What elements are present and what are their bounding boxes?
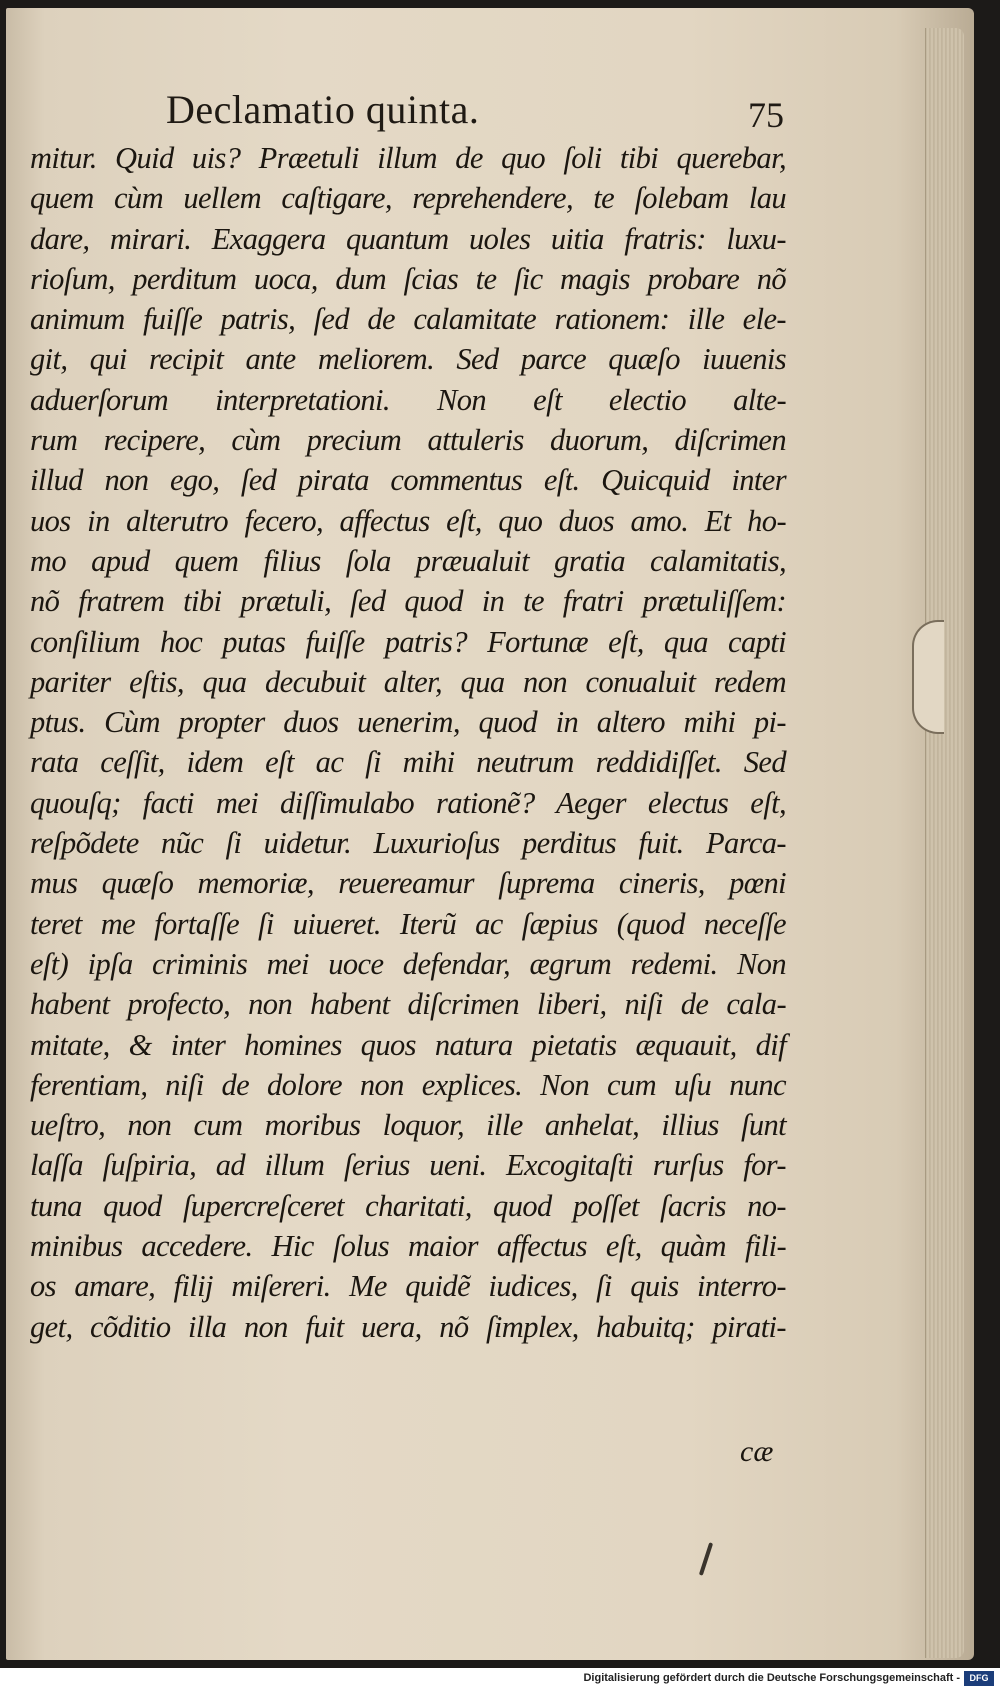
text-line: laſſa ſuſpiria, ad illum ſerius ueni. Excogitaſti rurſus for- — [30, 1148, 786, 1183]
text-line: uos in alterutro fecero, affectus eſt, quo duos amo. Et ho- — [30, 503, 786, 538]
text-line: mitur. Quid uis? Præetuli illum de quo ſoli tibi querebar, — [30, 141, 786, 175]
pencil-mark — [699, 1542, 713, 1576]
text-line: animum fuiſſe patris, ſed de calamitate rationem: ille ele- — [30, 302, 786, 337]
text-line: eſt) ipſa criminis mei uoce defendar, ægrum redemi. Non — [30, 946, 786, 981]
text-line: dare, mirari. Exaggera quantum uoles uitia fratris: luxu- — [30, 221, 786, 256]
text-line: rata ceſſit, idem eſt ac ſi mihi neutrum reddidiſſet. Sed — [30, 745, 786, 780]
dfg-logo: DFG — [964, 1671, 994, 1686]
text-line: rioſum, perditum uoca, dum ſcias te ſic magis probare nõ — [30, 261, 786, 296]
text-line: mus quæſo memoriæ, reuereamur ſuprema cineris, pœni — [30, 866, 786, 901]
text-line: ptus. Cùm propter duos uenerim, quod in altero mihi pi- — [30, 705, 786, 740]
text-line: ferentiam, niſi de dolore non explices. Non cum uſu nunc — [30, 1067, 786, 1102]
running-head: Declamatio quinta. — [166, 87, 480, 132]
book-fore-edge — [925, 28, 964, 1658]
text-line: mo apud quem filius ſola præualuit gratia calamitatis, — [30, 543, 786, 578]
text-line: os amare, filij miſereri. Me quidẽ iudices, ſi quis interro- — [30, 1269, 786, 1304]
funding-credit: Digitalisierung gefördert durch die Deutsche Forschungsgemeinschaft - — [583, 1672, 960, 1684]
page-header — [166, 86, 806, 146]
book-page — [6, 8, 974, 1660]
body-text — [30, 138, 786, 1347]
text-line: ueſtro, non cum moribus loquor, ille anhelat, illius ſunt — [30, 1108, 786, 1143]
text-line: quem cùm uellem caſtigare, reprehendere, te ſolebam lau — [30, 181, 786, 216]
text-line: aduerſorum interpretationi. Non eſt electio alte- — [30, 382, 786, 417]
text-line: minibus accedere. Hic ſolus maior affectus eſt, quàm fili- — [30, 1229, 786, 1264]
text-line: nõ fratrem tibi prætuli, ſed quod in te fratri prætuliſſem: — [30, 584, 786, 619]
text-line: habent profecto, non habent diſcrimen liberi, niſi de cala- — [30, 987, 786, 1022]
text-line: reſpõdete nũc ſi uidetur. Luxurioſus perditus fuit. Parca- — [30, 826, 786, 861]
text-line: illud non ego, ſed pirata commentus eſt. Quicquid inter — [30, 463, 786, 498]
text-line: teret me fortaſſe ſi uiueret. Iterũ ac ſæpius (quod neceſſe — [30, 906, 786, 941]
page-tab-notch — [912, 620, 944, 734]
text-line: quouſq; facti mei diſſimulabo rationẽ? Aeger electus eſt, — [30, 785, 786, 820]
digitization-footer — [0, 1668, 1000, 1691]
text-line: mitate, & inter homines quos natura pietatis æquauit, dif — [30, 1027, 786, 1062]
catchword: cæ — [740, 1435, 774, 1468]
text-line: conſilium hoc putas fuiſſe patris? Fortunæ eſt, qua capti — [30, 624, 786, 659]
page-number: 75 — [748, 95, 784, 135]
text-line: tuna quod ſupercreſceret charitati, quod poſſet ſacris no- — [30, 1188, 786, 1223]
text-line: git, qui recipit ante meliorem. Sed parce quæſo iuuenis — [30, 342, 786, 377]
text-line: rum recipere, cùm precium attuleris duorum, diſcrimen — [30, 423, 786, 458]
text-line: get, cõditio illa non fuit uera, nõ ſimplex, habuitq; pirati- — [30, 1309, 786, 1344]
text-line: pariter eſtis, qua decubuit alter, qua non conualuit redem — [30, 664, 786, 699]
